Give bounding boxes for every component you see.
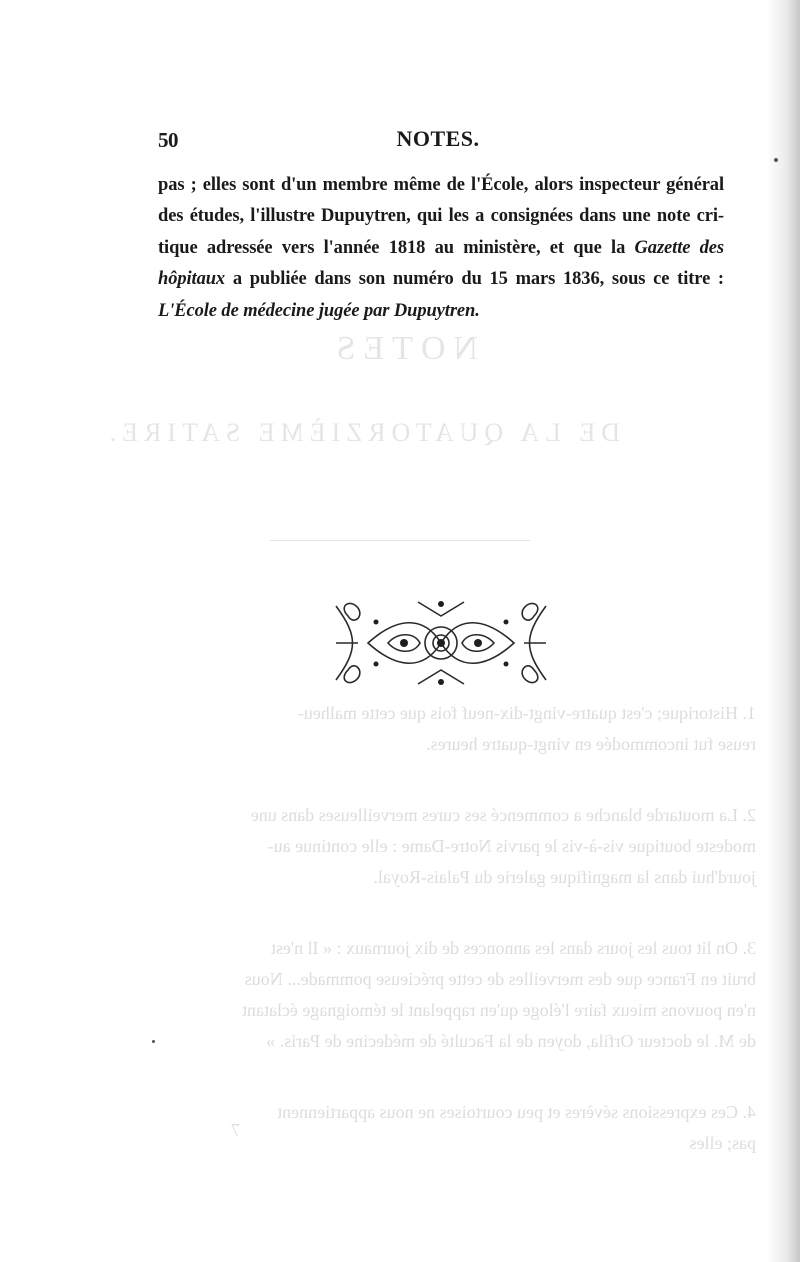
text-line-3-roman: tique adressée vers l'année 1818 au ministère, et que la [158,237,635,258]
bleed-heading-notes: NOTES [328,330,478,367]
bleed-rule [270,540,530,541]
bleed-signature: 7 [231,1120,240,1140]
page-title: NOTES. [396,126,480,151]
text-line-3 [158,233,724,264]
speck-mark [774,158,778,162]
bleed-heading-satire: DE LA QUATORZIÈME SATIRE. [103,418,620,447]
ornament-fleuron [328,596,554,690]
text-line-2: des études, l'illustre Dupuytren, qui les a consignées dans une note cri- [158,206,724,227]
bleed-note2-c: jourd'hui dans la magnifique galerie du Palais-Royal. [373,867,756,887]
bleed-note4-b: pas; elles [689,1133,756,1153]
bleed-note3-b: bruit en France que des merveilles de cette précieuse pommade... Nous [244,969,756,989]
running-head [158,126,718,156]
bleed-note2-a: 2. La moutarde blanche a commencé ses cures merveilleuses dans une [250,805,756,825]
text-line-1: pas ; elles sont d'un membre même de l'École, alors inspecteur général [158,175,724,195]
bleed-note3-c: n'en pouvons mieux faire l'éloge qu'en rappelant le témoignage éclatant [241,1000,756,1020]
page-edge-shadow [766,0,800,1262]
bleed-note1-b: reuse fut incommodée en vingt-quatre heures. [426,734,756,754]
text-line-4-roman: a publiée dans son numéro du 15 mars 1836, sous ce titre : [225,269,724,290]
speck-mark [152,1040,155,1043]
body-paragraph [158,170,724,327]
bleed-note3-a: 3. On lit tous les jours dans les annonces de dix journaux : « Il n'est [270,938,756,958]
bleed-note1-a: 1. Historique; c'est quatre-vingt-dix-neuf fois que cette malheu- [297,703,756,723]
page-number: 50 [158,128,178,152]
text-line-4 [158,264,724,295]
bleed-note4-a: 4. Ces expressions sévères et peu courtoises ne nous appartiennent [277,1102,756,1122]
gazette-title-italic: Gazette des [634,237,724,258]
bleed-note3-d: de M. le docteur Orfila, doyen de la Faculté de médecine de Paris. » [266,1031,756,1051]
text-line-5: L'École de médecine jugée par Dupuytren. [158,300,480,321]
hopitaux-italic: hôpitaux [158,269,226,290]
bleed-note2-b: modeste boutique vis-à-vis le parvis Notre-Dame : elle continue au- [267,836,756,856]
